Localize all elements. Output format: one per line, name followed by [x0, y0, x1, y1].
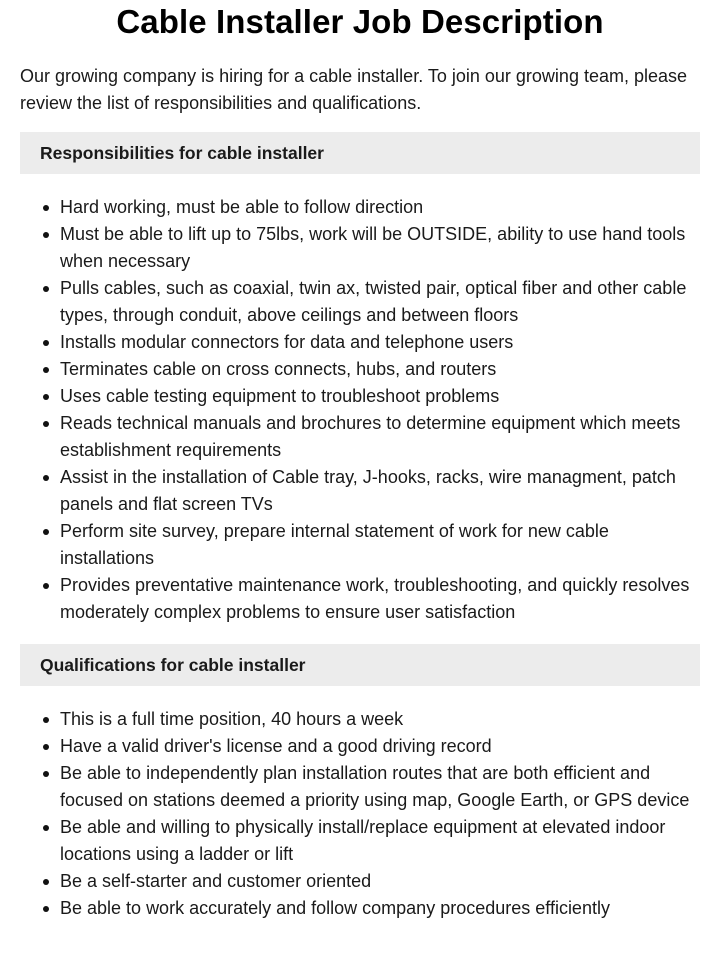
responsibility-item: Terminates cable on cross connects, hubs, and routers	[60, 356, 700, 383]
qualification-item: Be able to work accurately and follow company procedures efficiently	[60, 895, 700, 922]
responsibility-item: Pulls cables, such as coaxial, twin ax, twisted pair, optical fiber and other cable types, through conduit, above ceilings and between floors	[60, 275, 700, 329]
responsibilities-list	[20, 194, 700, 626]
qualification-item: Be a self-starter and customer oriented	[60, 868, 700, 895]
qualification-item: Be able to independently plan installation routes that are both efficient and focused on stations deemed a priority using map, Google Earth, or GPS device	[60, 760, 700, 814]
intro-paragraph: Our growing company is hiring for a cable installer. To join our growing team, please review the list of responsibilities and qualifications.	[20, 66, 688, 113]
qualifications-list	[20, 706, 700, 922]
qualifications-heading: Qualifications for cable installer	[20, 644, 700, 686]
responsibility-item: Hard working, must be able to follow direction	[60, 194, 700, 221]
responsibilities-heading: Responsibilities for cable installer	[20, 132, 700, 174]
responsibility-item: Assist in the installation of Cable tray, J-hooks, racks, wire managment, patch panels and flat screen TVs	[60, 464, 700, 518]
responsibility-item: Perform site survey, prepare internal statement of work for new cable installations	[60, 518, 700, 572]
qualification-item: This is a full time position, 40 hours a week	[60, 706, 700, 733]
responsibility-item: Uses cable testing equipment to troubleshoot problems	[60, 383, 700, 410]
responsibility-item: Installs modular connectors for data and telephone users	[60, 329, 700, 356]
qualification-item: Be able and willing to physically install/replace equipment at elevated indoor locations using a ladder or lift	[60, 814, 700, 868]
qualification-item: Have a valid driver's license and a good driving record	[60, 733, 700, 760]
responsibility-item: Reads technical manuals and brochures to determine equipment which meets establishment requirements	[60, 410, 700, 464]
page-title: Cable Installer Job Description	[116, 3, 604, 40]
responsibility-item: Must be able to lift up to 75lbs, work will be OUTSIDE, ability to use hand tools when necessary	[60, 221, 700, 275]
responsibility-item: Provides preventative maintenance work, troubleshooting, and quickly resolves moderately complex problems to ensure user satisfaction	[60, 572, 700, 626]
